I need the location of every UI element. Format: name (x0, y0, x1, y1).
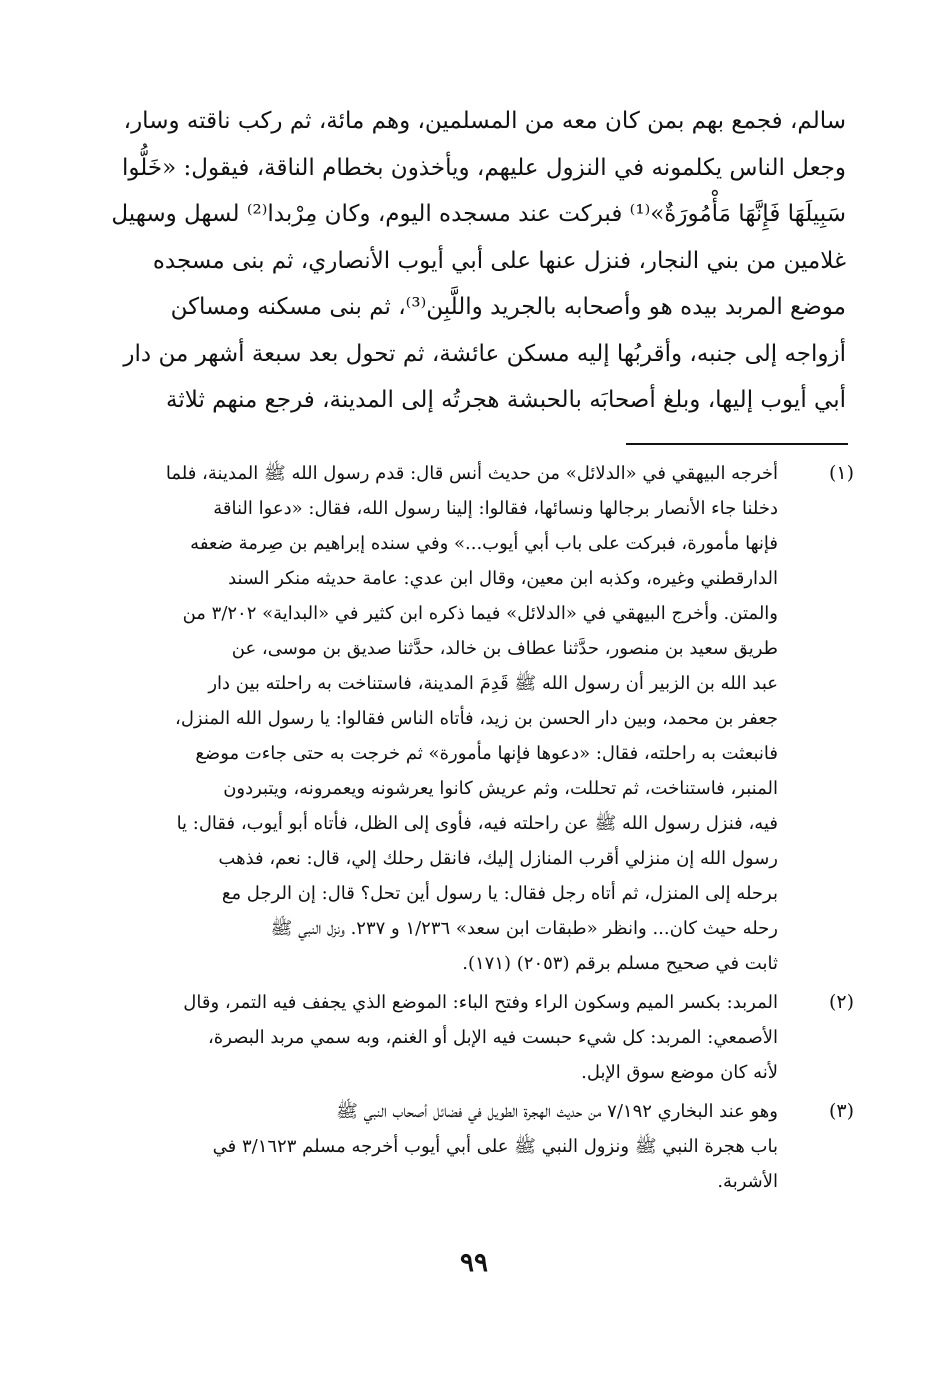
footnote-line: دخلنا جاء الأنصار برجالها ونسائها، فقالوا: إلينا رسول الله، فقال: «دعوا الناقة (213, 498, 778, 519)
footnote-line: الأصمعي: المربد: كل شيء حبست فيه الإبل أو الغنم، وبه سمي مربد البصرة، (207, 1027, 778, 1048)
footnote-3 (178, 1094, 854, 1199)
footnote-marker: (١) (828, 462, 854, 484)
footnote-line: رسول الله إن منزلي أقرب المنازل إليك، فانقل رحلك إلي، قال: نعم، فذهب (218, 848, 778, 869)
footnote-line: أخرجه البيهقي في «الدلائل» من حديث أنس قال: قدم رسول الله ﷺ المدينة، فلما (165, 463, 778, 484)
main-text-line: سَبِيلَهَا فَإِنَّهَا مَأْمُورَةٌ»⁽¹⁾ فبركت عند مسجده اليوم، وكان مِرْبدا⁽²⁾ لسهل وسهيل (111, 201, 846, 227)
footnote-line: باب هجرة النبي ﷺ ونزول النبي ﷺ على أبي أيوب أخرجه مسلم ٣/١٦٢٣ في (212, 1136, 778, 1157)
footnote-line: وهو عند البخاري ٧/١٩٢ من حديث الهجرة الطويل في فضائل أصحاب النبي ﷺ (336, 1101, 778, 1122)
footnote-line: عبد الله بن الزبير أن رسول الله ﷺ قَدِمَ المدينة، فاستناخت به راحلته بين دار (208, 673, 778, 694)
footnote-line: طريق سعيد بن منصور، حدَّثنا عطاف بن خالد، حدَّثنا صديق بن موسى، عن (231, 638, 778, 659)
footnote-line: الدارقطني وغيره، وكذبه ابن معين، وقال ابن عدي: عامة حديثه منكر السند (228, 568, 778, 589)
footnote-line: المنبر، فاستناخت، ثم تحللت، وثم عريش كانوا يعرشونه ويعمرونه، ويتبردون (223, 778, 778, 799)
footnote-line: جعفر بن محمد، وبين دار الحسن بن زيد، فأتاه الناس فقالوا: يا رسول الله المنزل، (175, 708, 778, 729)
footnote-line: والمتن. وأخرج البيهقي في «الدلائل» فيما ذكره ابن كثير في «البداية» ٣/٢٠٢ من (182, 603, 778, 624)
main-text-line: أبي أيوب إليها، وبلغ أصحابَه بالحبشة هجرتُه إلى المدينة، فرجع منهم ثلاثة (165, 387, 846, 413)
main-text-line: سالم، فجمع بهم بمن كان معه من المسلمين، وهم مائة، ثم ركب ناقته وسار، (123, 108, 846, 134)
footnote-line: فإنها مأمورة، فبركت على باب أبي أيوب...» وفي سنده إبراهيم بن صِرمة ضعفه (190, 533, 778, 554)
main-text-line: أزواجه إلى جنبه، وأقربُها إليه مسكن عائشة، ثم تحول بعد سبعة أشهر من دار (123, 340, 846, 367)
footnote-1 (165, 456, 854, 981)
page-number: ٩٩ (460, 1248, 488, 1278)
main-text-line: وجعل الناس يكلمونه في النزول عليهم، ويأخذون بخطام الناقة، فيقول: «خَلُّوا (122, 154, 846, 181)
main-text (111, 98, 846, 424)
footnote-line: رحله حيث كان... وانظر «طبقات ابن سعد» ١/٢٣٦ و ٢٣٧. ونزل النبي ﷺ (270, 918, 778, 939)
footnote-line: لأنه كان موضع سوق الإبل. (581, 1062, 778, 1083)
footnote-marker: (٣) (828, 1100, 854, 1122)
footnote-line: فيه، فنزل رسول الله ﷺ عن راحلته فيه، فأوى إلى الظل، فأتاه أبو أيوب، فقال: يا (176, 813, 778, 834)
footnote-line: الأشربة. (717, 1171, 778, 1192)
footnote-line: برحله إلى المنزل، ثم أتاه رجل فقال: يا رسول أين تحل؟ قال: إن الرجل مع (221, 883, 778, 904)
main-text-line: موضع المربد بيده هو وأصحابه بالجريد واللَّبِن⁽³⁾، ثم بنى مسكنه ومساكن (170, 294, 846, 320)
footnote-marker: (٢) (828, 991, 854, 1013)
footnotes (165, 456, 854, 1203)
footnote-line: المربد: بكسر الميم وسكون الراء وفتح الباء: الموضع الذي يجفف فيه التمر، وقال (183, 992, 778, 1013)
footnote-line: فانبعثت به راحلته، فقال: «دعوها فإنها مأمورة» ثم خرجت به حتى جاءت موضع (195, 743, 778, 764)
footnote-2 (178, 985, 854, 1090)
main-text-line: غلامين من بني النجار، فنزل عنها على أبي أيوب الأنصاري، ثم بنى مسجده (152, 247, 846, 274)
footnote-divider (626, 443, 848, 445)
footnote-line: ثابت في صحيح مسلم برقم (٢٠٥٣) (١٧١). (462, 953, 778, 974)
